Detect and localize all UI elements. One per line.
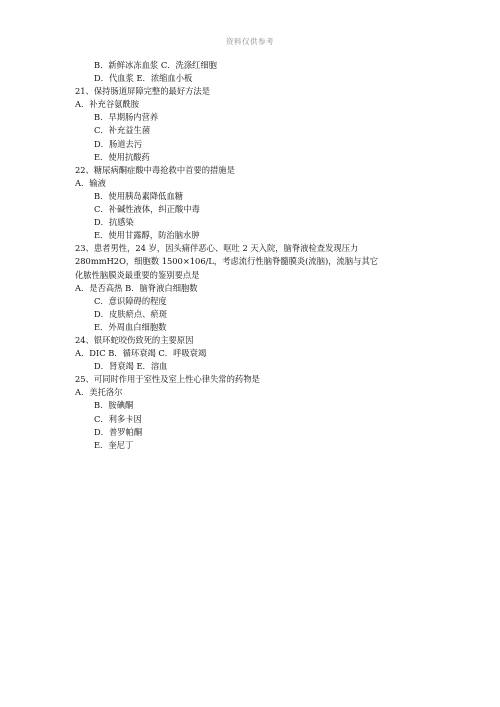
document-line: 化脓性脑膜炎最重要的鉴别要点是 xyxy=(75,269,200,280)
document-line: 280mmH2O，细胞数 1500×106/L，考虑流行性脑脊髓膜炎(流脑)，流脑与其它 xyxy=(75,256,379,267)
document-body xyxy=(75,59,427,452)
document-line: A．补充谷氨酰胺 xyxy=(75,99,140,110)
document-line: E．使用甘露醇，防治脑水肿 xyxy=(94,230,200,241)
document-line: D．肠道去污 xyxy=(94,138,143,149)
document-line: 25、可同时作用于室性及室上性心律失常的药物是 xyxy=(75,374,260,385)
document-line: 24、银环蛇咬伤致死的主要原因 xyxy=(75,334,194,345)
document-line: B．新鲜冰冻血浆 C．洗涤红细胞 xyxy=(94,60,217,70)
document-line: E．使用抗酸药 xyxy=(94,151,150,162)
document-line: B．使用胰岛素降低血糖 xyxy=(94,190,184,201)
document-line: A．DIC B．循环衰竭 C．呼吸衰竭 xyxy=(75,348,207,359)
document-line: A．是否高热 B．脑脊液白细胞数 xyxy=(75,282,198,293)
document-line: 23、患者男性，24 岁，因头痛伴恶心、呕吐 2 天入院，脑脊液检查发现压力 xyxy=(75,243,359,254)
document-line: A．输液 xyxy=(75,177,106,188)
document-line: C．利多卡因 xyxy=(94,413,142,424)
page-header: 资料仅供参考 xyxy=(226,37,274,46)
document-line: D．抗感染 xyxy=(94,217,134,228)
document-line: E．奎尼丁 xyxy=(94,439,134,450)
document-line: C．补充益生菌 xyxy=(94,125,151,136)
document-line: C．补碱性液体，纠正酸中毒 xyxy=(94,204,200,215)
document-line: D．肾衰竭 E．溶血 xyxy=(94,361,168,372)
document-line: E．外周血白细胞数 xyxy=(94,321,167,332)
document-line: 22、糖尿病酮症酸中毒抢救中首要的措施是 xyxy=(75,164,235,175)
document-line: D．普罗帕酮 xyxy=(94,426,143,437)
document-line: A．美托洛尔 xyxy=(75,387,123,398)
document-line: C．意识障碍的程度 xyxy=(94,295,167,306)
document-line: 21、保持肠道屏障完整的最好方法是 xyxy=(75,86,211,97)
document-line: B．胺碘酮 xyxy=(94,400,134,411)
document-line: B．早期肠内营养 xyxy=(94,112,159,123)
document-line: D．皮肤瘀点、瘀斑 xyxy=(94,308,168,319)
document-line: D．代血浆 E．浓缩血小板 xyxy=(94,73,193,84)
